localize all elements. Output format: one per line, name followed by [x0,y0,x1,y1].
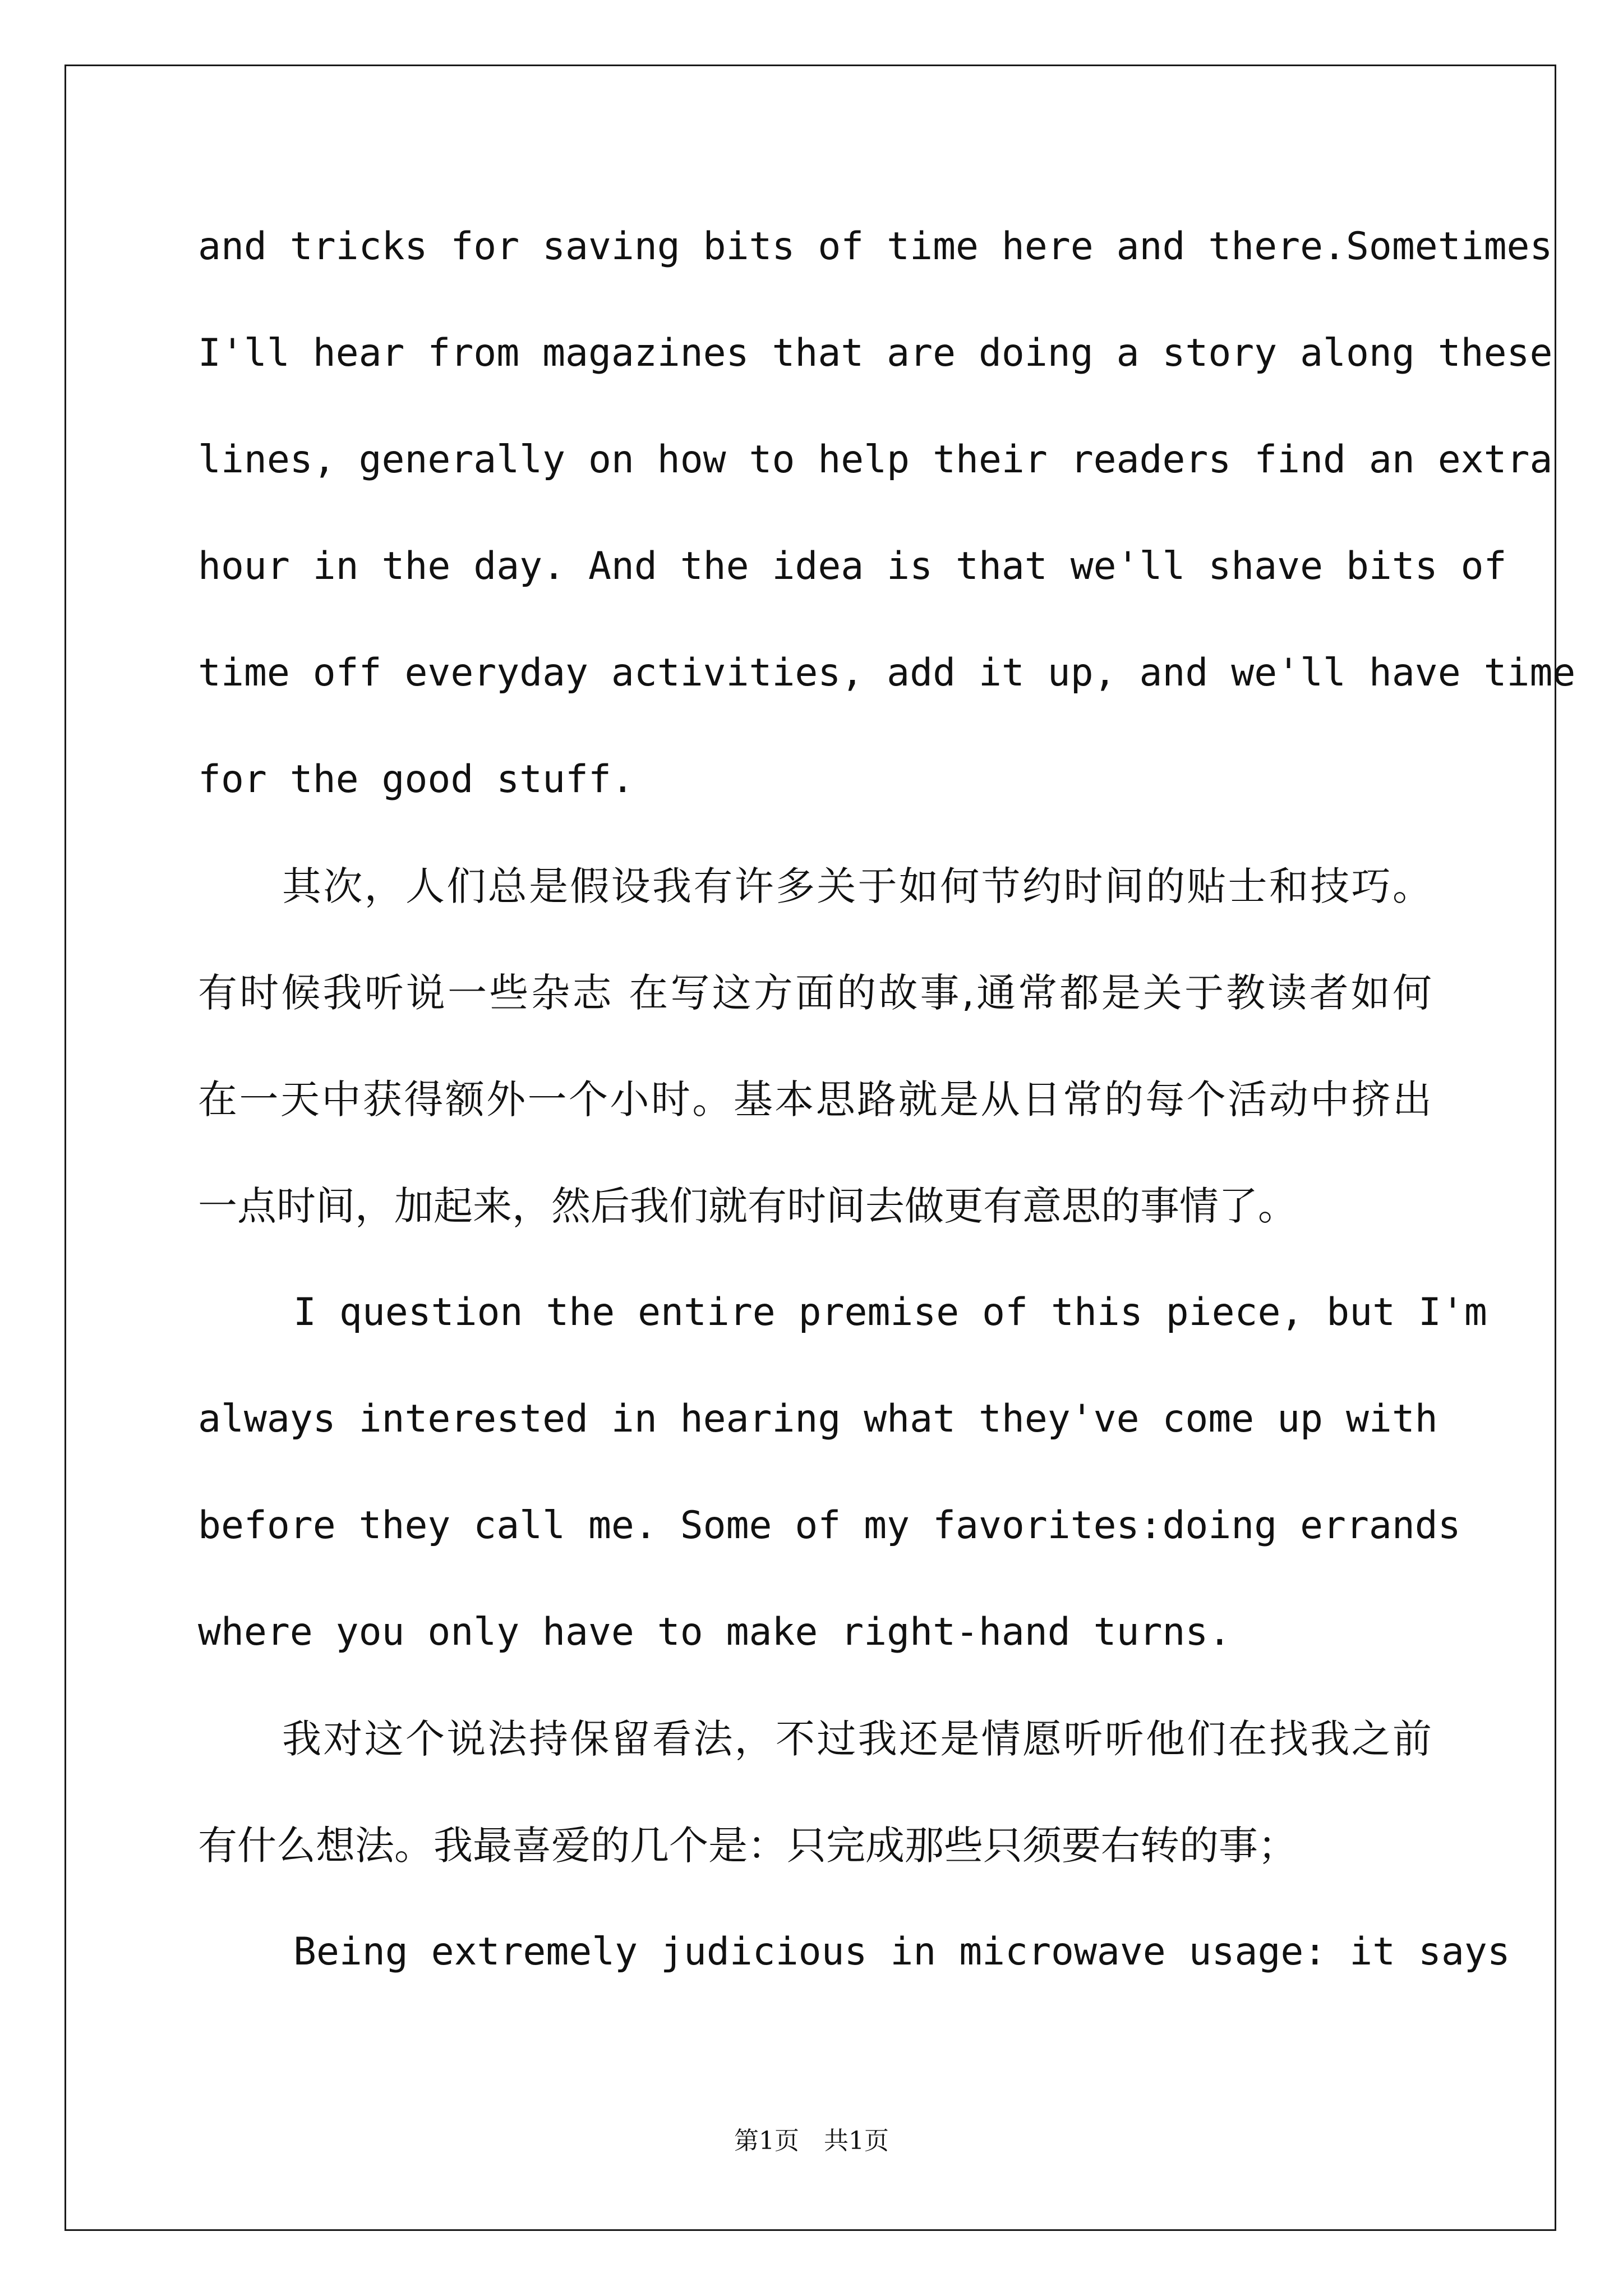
text-line: Being extremely judicious in microwave usage: it says [293,1930,1510,1974]
text-line: hour in the day. And the idea is that we'll shave bits of [198,544,1507,588]
text-line: for the good stuff. [198,757,634,802]
page-border [64,65,1576,2231]
text-line: 其次，人们总是假设我有许多关于如何节约时间的贴士和技巧。 [282,863,1432,909]
text-line: before they call me. Some of my favorites:doing errands [198,1503,1461,1548]
text-line: always interested in hearing what they've come up with [198,1397,1438,1441]
text-line: time off everyday activities, add it up, and we'll have time [198,651,1576,695]
text-line: 有什么想法。我最喜爱的几个是：只完成那些只须要右转的事； [198,1823,1297,1869]
text-line: 有时候我听说一些杂志 在写这方面的故事,通常都是关于教读者如何 [198,970,1432,1016]
text-line: where you only have to make right-hand turns. [198,1610,1232,1654]
page-number-footer: 第1页 共1页 [734,2127,889,2155]
text-line: 一点时间，加起来，然后我们就有时间去做更有意思的事情了。 [198,1183,1297,1229]
text-line: I question the entire premise of this piece, but I'm [293,1290,1487,1335]
text-line: 我对这个说法持保留看法，不过我还是情愿听听他们在找我之前 [282,1716,1432,1762]
text-line: I'll hear from magazines that are doing a story along these [198,331,1553,375]
text-line: 在一天中获得额外一个小时。基本思路就是从日常的每个活动中挤出 [198,1076,1432,1122]
text-line: and tricks for saving bits of time here and there.Sometimes [198,224,1553,269]
text-line: lines, generally on how to help their readers find an extra [198,438,1553,482]
